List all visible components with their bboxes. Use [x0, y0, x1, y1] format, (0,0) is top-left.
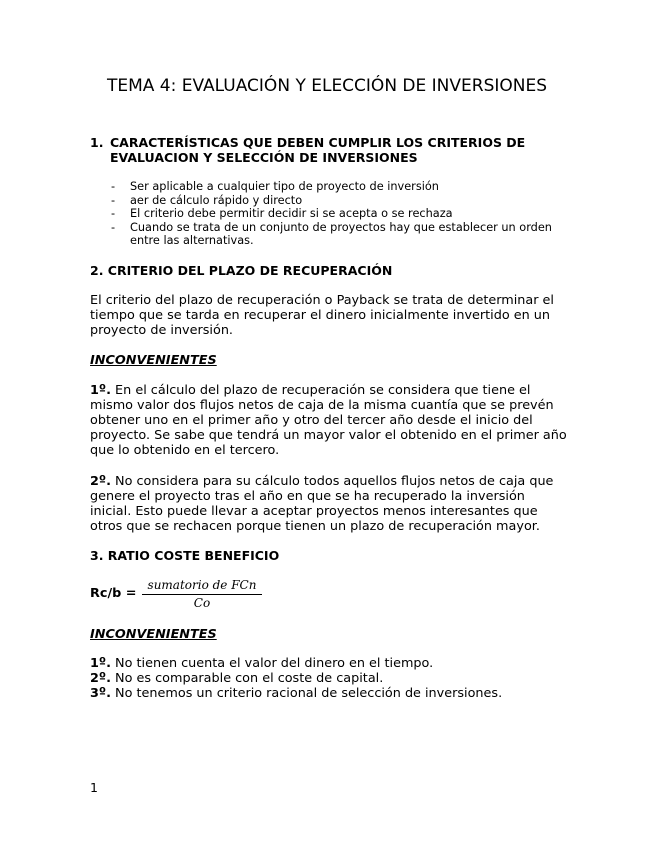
inconvenientes-heading: INCONVENIENTES: [90, 627, 217, 642]
payback-drawback-2: 2º. No considera para su cálculo todos aquellos flujos netos de caja que genere el proyecto tras el año en que se ha recuperado la inversión inicial. Esto puede llevar a aceptar proyectos menos interesantes que otros que se rechacen porque tienen un plazo de recuperación mayor.: [90, 474, 554, 535]
section-1-number: 1.: [90, 135, 104, 150]
page-number: 1: [90, 780, 98, 795]
ratio-drawbacks-list: [90, 656, 502, 701]
page-title: TEMA 4: EVALUACIÓN Y ELECCIÓN DE INVERSIONES: [106, 76, 548, 96]
formula-fraction: [142, 578, 262, 611]
section-3-heading: 3. RATIO COSTE BENEFICIO: [90, 548, 280, 563]
inconvenientes-heading: INCONVENIENTES: [90, 353, 217, 368]
bullet-item: - Ser aplicable a cualquier tipo de proyecto de inversión: [111, 180, 439, 193]
formula-label: Rc/b =: [90, 586, 137, 601]
section-1-heading-text: CARACTERÍSTICAS QUE DEBEN CUMPLIR LOS CRITERIOS DE EVALUACION Y SELECCIÓN DE INVERSIONES: [110, 135, 526, 165]
fraction-bar: [142, 594, 262, 595]
formula-denominator: Co: [193, 596, 211, 610]
list-item: 2º. No es comparable con el coste de capital.: [90, 671, 384, 687]
section-2-heading: 2. CRITERIO DEL PLAZO DE RECUPERACIÓN: [90, 263, 393, 278]
list-item: 3º. No tenemos un criterio racional de selección de inversiones.: [90, 686, 503, 702]
bullet-item: - El criterio debe permitir decidir si se acepta o se rechaza: [111, 207, 453, 220]
list-item: 1º. No tienen cuenta el valor del dinero en el tiempo.: [90, 656, 434, 671]
payback-intro-paragraph: El criterio del plazo de recuperación o Payback se trata de determinar el tiempo que se tarda en recuperar el dinero inicialmente invertido en un proyecto de inversión.: [90, 293, 554, 339]
bullet-item: - aer de cálculo rápido y directo: [111, 193, 303, 207]
bullet-item: - Cuando se trata de un conjunto de proyectos hay que establecer un orden entre las alternativas.: [111, 220, 552, 247]
criteria-bullet-list: [111, 180, 560, 248]
formula-numerator: sumatorio de FCn: [147, 578, 257, 592]
section-1-heading: [90, 135, 570, 165]
payback-drawback-1: 1º. En el cálculo del plazo de recuperación se considera que tiene el mismo valor dos flujos netos de caja de la misma cuantía que se prevén obtener uno en el primer año y otro del tercer año desde el inicio del proyecto. Se sabe que tendrá un mayor valor el obtenido en el primer año que lo obtenido en el tercero.: [90, 383, 567, 459]
